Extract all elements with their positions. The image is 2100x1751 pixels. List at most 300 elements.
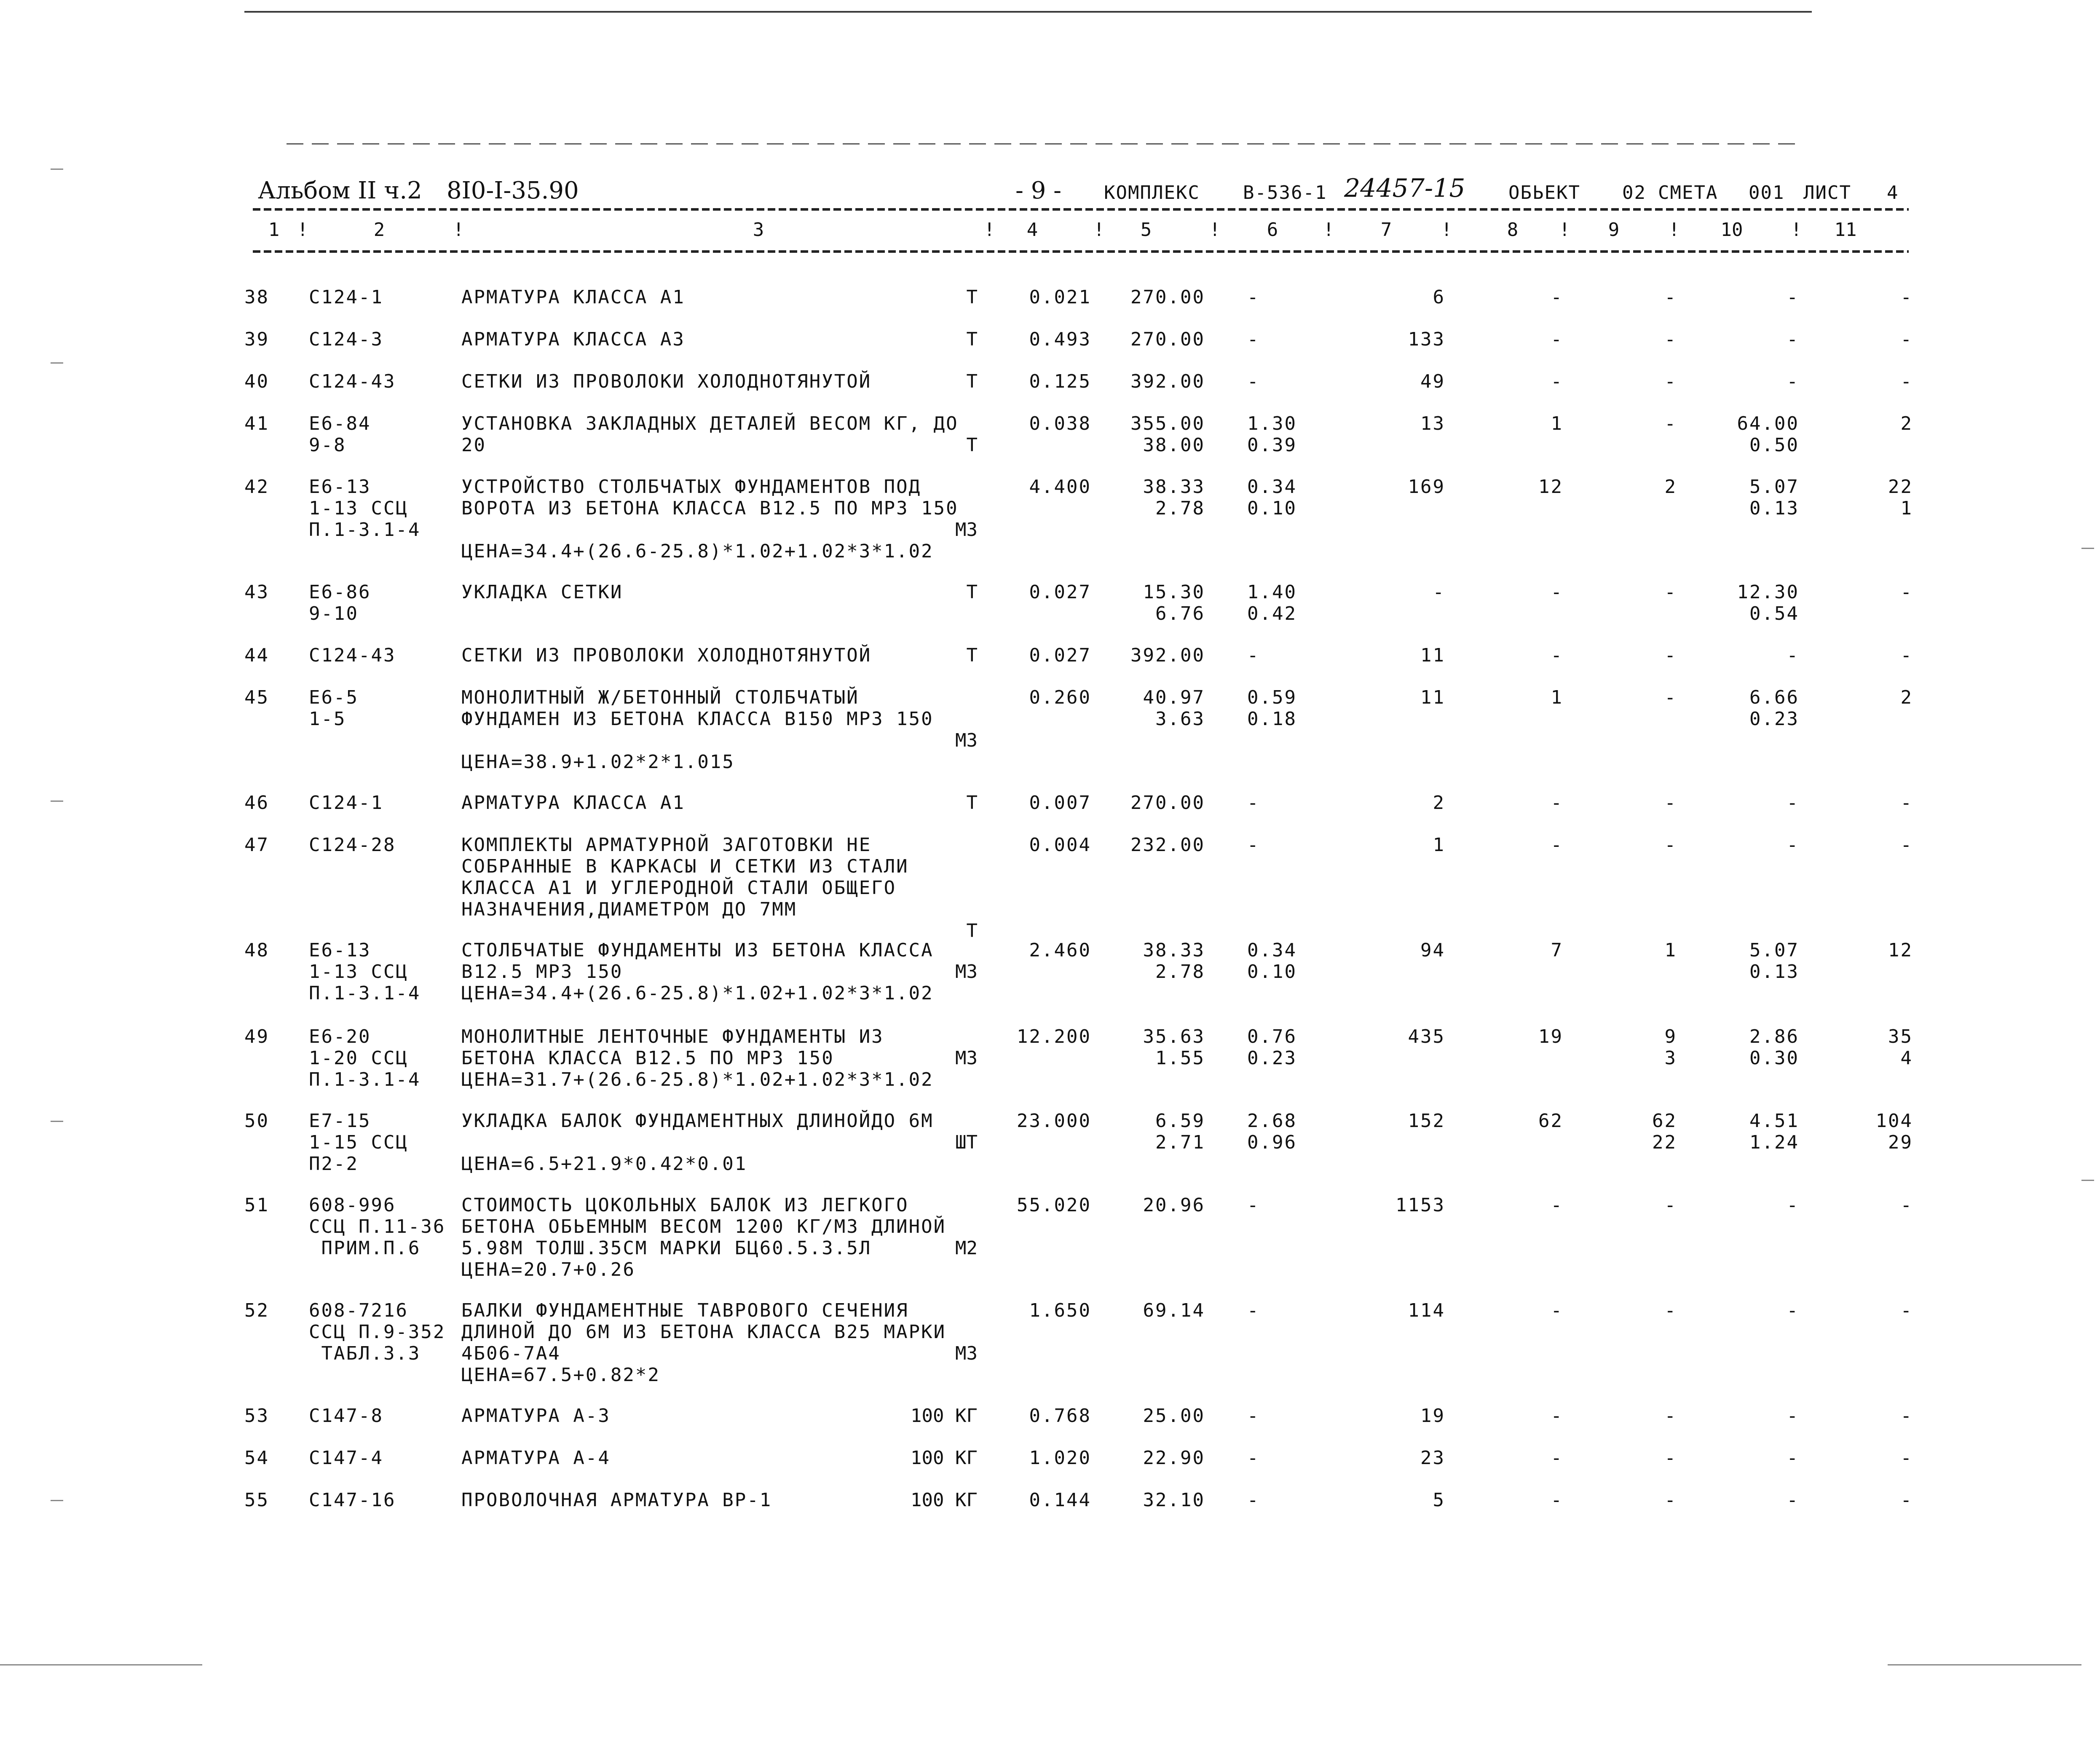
rate-code	[309, 371, 396, 392]
column-separator: !	[1559, 219, 1570, 241]
column-separator: !	[1441, 219, 1452, 241]
work-description	[461, 329, 685, 350]
column-11-value-line: -	[1900, 1405, 1913, 1427]
column-10-value-line: 5.07	[1749, 940, 1799, 961]
row-number	[244, 1300, 278, 1321]
quantity	[982, 329, 1091, 350]
column-8-value-line: -	[1551, 1489, 1563, 1511]
total-cost-line: 6	[1433, 286, 1445, 308]
quantity-line: 1.650	[1029, 1300, 1091, 1321]
work-description-line	[461, 1132, 934, 1153]
machine-cost	[1247, 687, 1302, 730]
work-description-line: СОБРАННЫЕ В КАРКАСЫ И СЕТКИ ИЗ СТАЛИ	[461, 856, 909, 877]
row-number-line: 43	[244, 581, 269, 603]
row-number	[244, 286, 278, 308]
column-8-value	[1454, 1300, 1563, 1321]
rate-code-line: 608-996	[309, 1194, 396, 1216]
column-9-value-line: -	[1664, 1194, 1677, 1216]
rate-code-line: С147-4	[309, 1447, 383, 1469]
total-cost-line: 11	[1420, 645, 1445, 666]
column-10-value-line: -	[1787, 1194, 1799, 1216]
column-9-value-line: -	[1664, 645, 1677, 666]
unit-price-line: 232.00	[1130, 834, 1205, 856]
rate-code-line: П.1-3.1-4	[309, 519, 421, 541]
unit-price-line: 6.59	[1155, 1110, 1205, 1132]
left-margin-mark	[51, 801, 63, 802]
machine-cost-line: 0.76	[1247, 1026, 1297, 1047]
unit-price-line: 32.10	[1143, 1489, 1205, 1511]
column-11-value-line: 22	[1888, 476, 1913, 498]
row-number	[244, 1026, 278, 1047]
quantity-line: 0.038	[1029, 413, 1091, 434]
machine-cost	[1247, 1405, 1302, 1427]
total-cost	[1336, 687, 1445, 708]
column-10-value-line: -	[1787, 1447, 1799, 1469]
column-separator: !	[1323, 219, 1334, 241]
column-11-value-line: 2	[1900, 687, 1913, 708]
total-cost	[1336, 645, 1445, 666]
left-margin-mark	[51, 1500, 63, 1501]
unit-price	[1091, 581, 1205, 624]
header-separator-top	[253, 208, 1909, 211]
machine-cost-line: 0.18	[1247, 708, 1297, 730]
work-description-line: БАЛКИ ФУНДАМЕНТНЫЕ ТАВРОВОГО СЕЧЕНИЯ	[461, 1300, 909, 1321]
unit-of-measure: 100 КГ	[911, 1447, 978, 1469]
machine-cost-line: 0.34	[1247, 940, 1297, 961]
column-9-value-line: -	[1664, 1489, 1677, 1511]
unit-price-line: 270.00	[1130, 329, 1205, 350]
rate-code	[309, 581, 371, 624]
total-cost	[1336, 371, 1445, 392]
work-description-line	[461, 730, 934, 751]
rate-code-line: Е6-86	[309, 581, 371, 603]
total-cost	[1336, 581, 1445, 603]
machine-cost-line: -	[1247, 286, 1260, 308]
row-number	[244, 834, 278, 856]
rate-code	[309, 1405, 383, 1427]
column-8-value	[1454, 834, 1563, 856]
column-9-value-line: -	[1664, 581, 1677, 603]
machine-cost-line: 0.42	[1247, 603, 1297, 624]
quantity	[982, 371, 1091, 392]
total-cost-line: 114	[1408, 1300, 1445, 1321]
column-11-value	[1812, 834, 1913, 856]
column-separator: !	[1791, 219, 1802, 241]
column-8-value	[1454, 581, 1563, 603]
machine-cost	[1247, 834, 1302, 856]
top-scan-line	[244, 11, 1812, 13]
column-number: 5	[1140, 219, 1152, 241]
machine-cost	[1247, 1489, 1302, 1511]
column-8-value	[1454, 329, 1563, 350]
unit-price-line: 355.00	[1130, 413, 1205, 434]
column-9-value	[1567, 687, 1677, 708]
machine-cost-line: -	[1247, 645, 1260, 666]
column-9-value-line: -	[1664, 687, 1677, 708]
rate-code-line: П.1-3.1-4	[309, 1069, 421, 1090]
column-10-value-line: 12.30	[1737, 581, 1799, 603]
work-description-line: 5.98М ТОЛШ.35СМ МАРКИ БЦ60.5.3.5Л	[461, 1237, 872, 1259]
column-10-value-line: -	[1787, 1489, 1799, 1511]
column-11-value-line: 104	[1875, 1110, 1913, 1132]
work-description-line: В12.5 МРЗ 150	[461, 961, 623, 983]
unit-price	[1091, 1447, 1205, 1469]
row-number-line: 47	[244, 834, 269, 856]
rate-code	[309, 1110, 408, 1175]
column-11-value	[1812, 1300, 1913, 1321]
column-11-value-line: 1	[1900, 498, 1913, 519]
column-10-value-line: 64.00	[1737, 413, 1799, 434]
column-11-value	[1812, 1026, 1913, 1069]
work-description-line: ЦЕНА=38.9+1.02*2*1.015	[461, 751, 735, 773]
machine-cost	[1247, 1447, 1302, 1469]
machine-cost	[1247, 645, 1302, 666]
column-8-value-line: -	[1551, 645, 1563, 666]
total-cost	[1336, 1110, 1445, 1132]
quantity	[982, 792, 1091, 814]
unit-price	[1091, 1300, 1205, 1321]
column-number: 11	[1834, 219, 1857, 241]
work-description	[461, 371, 871, 392]
total-cost-line: 23	[1420, 1447, 1445, 1469]
total-cost	[1336, 1026, 1445, 1047]
rate-code	[309, 834, 396, 856]
unit-price	[1091, 1194, 1205, 1216]
column-9-value	[1567, 476, 1677, 498]
column-11-value	[1812, 940, 1913, 961]
column-9-value	[1567, 834, 1677, 856]
total-cost-line: -	[1433, 581, 1445, 603]
column-11-value-line: 4	[1900, 1047, 1913, 1069]
column-9-value	[1567, 1026, 1677, 1069]
machine-cost-line: 0.34	[1247, 476, 1297, 498]
rate-code-line: ПРИМ.П.6	[309, 1237, 421, 1259]
rate-code	[309, 792, 383, 814]
rate-code-line: С124-43	[309, 645, 396, 666]
unit-price-line: 1.55	[1155, 1047, 1205, 1069]
unit-price-line: 40.97	[1143, 687, 1205, 708]
column-10-value	[1685, 1405, 1799, 1427]
work-description-line: ПРОВОЛОЧНАЯ АРМАТУРА ВР-1	[461, 1489, 772, 1511]
unit-of-measure: М3	[955, 730, 978, 751]
row-number	[244, 645, 278, 666]
row-number-line: 41	[244, 413, 269, 434]
unit-price-line: 2.71	[1155, 1132, 1205, 1153]
quantity-line: 0.260	[1029, 687, 1091, 708]
column-8-value-line: -	[1551, 1405, 1563, 1427]
row-number-line: 49	[244, 1026, 269, 1047]
column-10-value	[1685, 1489, 1799, 1511]
unit-of-measure: Т	[966, 645, 978, 666]
column-8-value-line: -	[1551, 371, 1563, 392]
quantity	[982, 834, 1091, 856]
unit-price	[1091, 1110, 1205, 1153]
right-margin-mark	[2081, 548, 2094, 549]
column-9-value	[1567, 286, 1677, 308]
column-9-value-line: -	[1664, 1300, 1677, 1321]
quantity	[982, 1447, 1091, 1469]
row-number-line: 50	[244, 1110, 269, 1132]
unit-price	[1091, 645, 1205, 666]
work-description-line: ЦЕНА=34.4+(26.6-25.8)*1.02+1.02*3*1.02	[461, 541, 934, 562]
column-9-value	[1567, 1405, 1677, 1427]
column-number: 2	[373, 219, 385, 241]
column-9-value-line: 3	[1664, 1047, 1677, 1069]
column-11-value	[1812, 687, 1913, 708]
column-10-value	[1685, 834, 1799, 856]
column-10-value	[1685, 476, 1799, 519]
column-8-value	[1454, 1489, 1563, 1511]
column-10-value	[1685, 645, 1799, 666]
column-10-value	[1685, 792, 1799, 814]
column-8-value-line: 19	[1538, 1026, 1563, 1047]
work-description-line: СЕТКИ ИЗ ПРОВОЛОКИ ХОЛОДНОТЯНУТОЙ	[461, 645, 872, 666]
unit-of-measure: Т	[966, 286, 978, 308]
work-description-line: БЕТОНА ОБЬЕМНЫМ ВЕСОМ 1200 КГ/М3 ДЛИНОЙ	[461, 1216, 946, 1237]
unit-price-line: 38.00	[1143, 434, 1205, 456]
machine-cost-line: 0.23	[1247, 1047, 1297, 1069]
unit-price	[1091, 476, 1205, 519]
work-description-line: ДЛИНОЙ ДО 6М ИЗ БЕТОНА КЛАССА В25 МАРКИ	[461, 1321, 946, 1343]
unit-price-line: 20.96	[1143, 1194, 1205, 1216]
column-separator: !	[453, 219, 464, 241]
quantity-line: 4.400	[1029, 476, 1091, 498]
column-separator: !	[1209, 219, 1221, 241]
row-number-line: 39	[244, 329, 269, 350]
column-9-value-line: -	[1664, 1405, 1677, 1427]
left-margin-mark	[51, 1121, 63, 1122]
column-8-value	[1454, 792, 1563, 814]
quantity-line: 0.027	[1029, 581, 1091, 603]
column-10-value-line: -	[1787, 286, 1799, 308]
rate-code	[309, 286, 383, 308]
work-description-line: МОНОЛИТНЫЕ ЛЕНТОЧНЫЕ ФУНДАМЕНТЫ ИЗ	[461, 1026, 884, 1047]
total-cost-line: 152	[1408, 1110, 1445, 1132]
unit-of-measure: Т	[966, 371, 978, 392]
rate-code-line: С124-1	[309, 792, 383, 814]
rate-code	[309, 1026, 421, 1090]
machine-cost-line: -	[1247, 371, 1260, 392]
unit-price	[1091, 286, 1205, 308]
work-description	[461, 1447, 611, 1469]
column-8-value	[1454, 476, 1563, 498]
right-margin-mark	[2081, 1180, 2094, 1181]
unit-price-line: 270.00	[1130, 286, 1205, 308]
column-8-value-line: 1	[1551, 687, 1563, 708]
work-description-line: СЕТКИ ИЗ ПРОВОЛОКИ ХОЛОДНОТЯНУТОЙ	[461, 371, 872, 392]
unit-price	[1091, 1405, 1205, 1427]
column-10-value-line: 4.51	[1749, 1110, 1799, 1132]
unit-of-measure: ШТ	[955, 1132, 978, 1153]
work-description-line: АРМАТУРА КЛАССА А1	[461, 286, 685, 308]
column-11-value-line: -	[1900, 286, 1913, 308]
total-cost-line: 11	[1420, 687, 1445, 708]
rate-code-line: 9-10	[309, 603, 359, 624]
column-8-value	[1454, 687, 1563, 708]
machine-cost	[1247, 371, 1302, 392]
work-description	[461, 792, 685, 814]
column-9-value-line: -	[1664, 286, 1677, 308]
column-10-value	[1685, 1194, 1799, 1216]
column-8-value-line: -	[1551, 581, 1563, 603]
column-8-value	[1454, 1405, 1563, 1427]
unit-price-line: 15.30	[1143, 581, 1205, 603]
column-11-value-line: -	[1900, 329, 1913, 350]
column-11-value	[1812, 581, 1913, 603]
quantity-line: 0.027	[1029, 645, 1091, 666]
rate-code	[309, 1194, 445, 1259]
total-cost-line: 19	[1420, 1405, 1445, 1427]
column-8-value-line: 1	[1551, 413, 1563, 434]
rate-code-line: С124-3	[309, 329, 383, 350]
row-number	[244, 476, 278, 498]
upper-dotted-line	[287, 143, 1803, 145]
work-description-line: УКЛАДКА БАЛОК ФУНДАМЕНТНЫХ ДЛИНОЙДО 6М	[461, 1110, 934, 1132]
machine-cost	[1247, 792, 1302, 814]
row-number-line: 44	[244, 645, 269, 666]
unit-price	[1091, 1026, 1205, 1069]
machine-cost-line: -	[1247, 792, 1260, 814]
machine-cost	[1247, 1300, 1302, 1321]
column-9-value	[1567, 792, 1677, 814]
machine-cost	[1247, 413, 1302, 456]
column-number: 1	[268, 219, 280, 241]
rate-code-line: Е7-15	[309, 1110, 371, 1132]
column-10-value-line: 0.50	[1749, 434, 1799, 456]
column-9-value	[1567, 1300, 1677, 1321]
work-description-line: УСТАНОВКА ЗАКЛАДНЫХ ДЕТАЛЕЙ ВЕСОМ КГ, ДО	[461, 413, 959, 434]
column-10-value	[1685, 940, 1799, 983]
rate-code-line: С147-8	[309, 1405, 383, 1427]
quantity	[982, 286, 1091, 308]
rate-code-line: С124-1	[309, 286, 383, 308]
work-description	[461, 1405, 611, 1427]
machine-cost-line: 2.68	[1247, 1110, 1297, 1132]
column-9-value	[1567, 1489, 1677, 1511]
total-cost-line: 1153	[1396, 1194, 1445, 1216]
column-8-value-line: -	[1551, 792, 1563, 814]
quantity	[982, 940, 1091, 961]
unit-price-line: 2.78	[1155, 961, 1205, 983]
column-8-value-line: 12	[1538, 476, 1563, 498]
quantity-line: 0.144	[1029, 1489, 1091, 1511]
rate-code-line: Е6-84	[309, 413, 371, 434]
column-separator: !	[1669, 219, 1680, 241]
column-11-value-line: -	[1900, 1447, 1913, 1469]
quantity-line: 1.020	[1029, 1447, 1091, 1469]
rate-code-line: Е6-13	[309, 940, 371, 961]
row-number-line: 51	[244, 1194, 269, 1216]
total-cost	[1336, 286, 1445, 308]
column-9-value-line: -	[1664, 834, 1677, 856]
work-description-line: АРМАТУРА А-3	[461, 1405, 611, 1427]
rate-code-line: 9-8	[309, 434, 346, 456]
machine-cost	[1247, 940, 1302, 983]
total-cost	[1336, 413, 1445, 434]
smeta-value: 001	[1749, 182, 1785, 203]
machine-cost-line: 0.59	[1247, 687, 1297, 708]
column-9-value	[1567, 1194, 1677, 1216]
column-11-value-line: 2	[1900, 413, 1913, 434]
machine-cost-line: 0.96	[1247, 1132, 1297, 1153]
column-10-value	[1685, 581, 1799, 624]
column-10-value	[1685, 371, 1799, 392]
unit-price-line: 6.76	[1155, 603, 1205, 624]
unit-price	[1091, 329, 1205, 350]
column-8-value	[1454, 1447, 1563, 1469]
machine-cost-line: -	[1247, 1447, 1260, 1469]
total-cost-line: 169	[1408, 476, 1445, 498]
quantity	[982, 645, 1091, 666]
column-10-value	[1685, 413, 1799, 456]
row-number	[244, 413, 278, 434]
work-description-line: УКЛАДКА СЕТКИ	[461, 581, 623, 603]
total-cost-line: 1	[1433, 834, 1445, 856]
column-10-value-line: -	[1787, 792, 1799, 814]
column-9-value	[1567, 371, 1677, 392]
work-description-line: ФУНДАМЕН ИЗ БЕТОНА КЛАССА В150 МРЗ 150	[461, 708, 934, 730]
rate-code	[309, 329, 383, 350]
row-number-line: 42	[244, 476, 269, 498]
row-number-line: 46	[244, 792, 269, 814]
work-description	[461, 1026, 934, 1090]
machine-cost-line: 0.39	[1247, 434, 1297, 456]
column-11-value-line: -	[1900, 371, 1913, 392]
column-8-value-line: 7	[1551, 940, 1563, 961]
column-10-value-line: -	[1787, 371, 1799, 392]
column-11-value-line: -	[1900, 1194, 1913, 1216]
column-8-value-line: -	[1551, 834, 1563, 856]
column-11-value	[1812, 1447, 1913, 1469]
work-description	[461, 1489, 772, 1511]
row-number-line: 40	[244, 371, 269, 392]
unit-of-measure: М3	[955, 1343, 978, 1364]
work-description-line: БЕТОНА КЛАССА В12.5 ПО МРЗ 150	[461, 1047, 834, 1069]
column-9-value-line: 2	[1664, 476, 1677, 498]
column-10-value-line: 0.23	[1749, 708, 1799, 730]
total-cost	[1336, 476, 1445, 498]
quantity-line: 23.000	[1017, 1110, 1091, 1132]
column-8-value-line: -	[1551, 1300, 1563, 1321]
column-11-value-line: -	[1900, 1489, 1913, 1511]
row-number	[244, 940, 278, 961]
column-separator: !	[297, 219, 308, 241]
header-separator-bottom	[253, 250, 1909, 253]
work-description	[461, 940, 934, 1004]
column-11-value-line: -	[1900, 1300, 1913, 1321]
rate-code-line: Е6-5	[309, 687, 359, 708]
object-label: ОБЬЕКТ	[1508, 182, 1580, 203]
column-8-value-line: -	[1551, 329, 1563, 350]
work-description-line: УСТРОЙСТВО СТОЛБЧАТЫХ ФУНДАМЕНТОВ ПОД	[461, 476, 921, 498]
column-9-value-line: 9	[1664, 1026, 1677, 1047]
quantity	[982, 1489, 1091, 1511]
column-11-value	[1812, 792, 1913, 814]
rate-code-line: Е6-13	[309, 476, 371, 498]
row-number	[244, 1110, 278, 1132]
column-9-value-line: 1	[1664, 940, 1677, 961]
total-cost-line: 13	[1420, 413, 1445, 434]
column-10-value-line: 0.54	[1749, 603, 1799, 624]
column-10-value	[1685, 1110, 1799, 1153]
bottom-right-scan-line	[1888, 1664, 2081, 1665]
document-code: 8I0-I-35.90	[447, 177, 579, 204]
quantity	[982, 1110, 1091, 1132]
column-number: 8	[1507, 219, 1519, 241]
total-cost-line: 5	[1433, 1489, 1445, 1511]
rate-code-line: С124-43	[309, 371, 396, 392]
unit-price-line: 38.33	[1143, 940, 1205, 961]
